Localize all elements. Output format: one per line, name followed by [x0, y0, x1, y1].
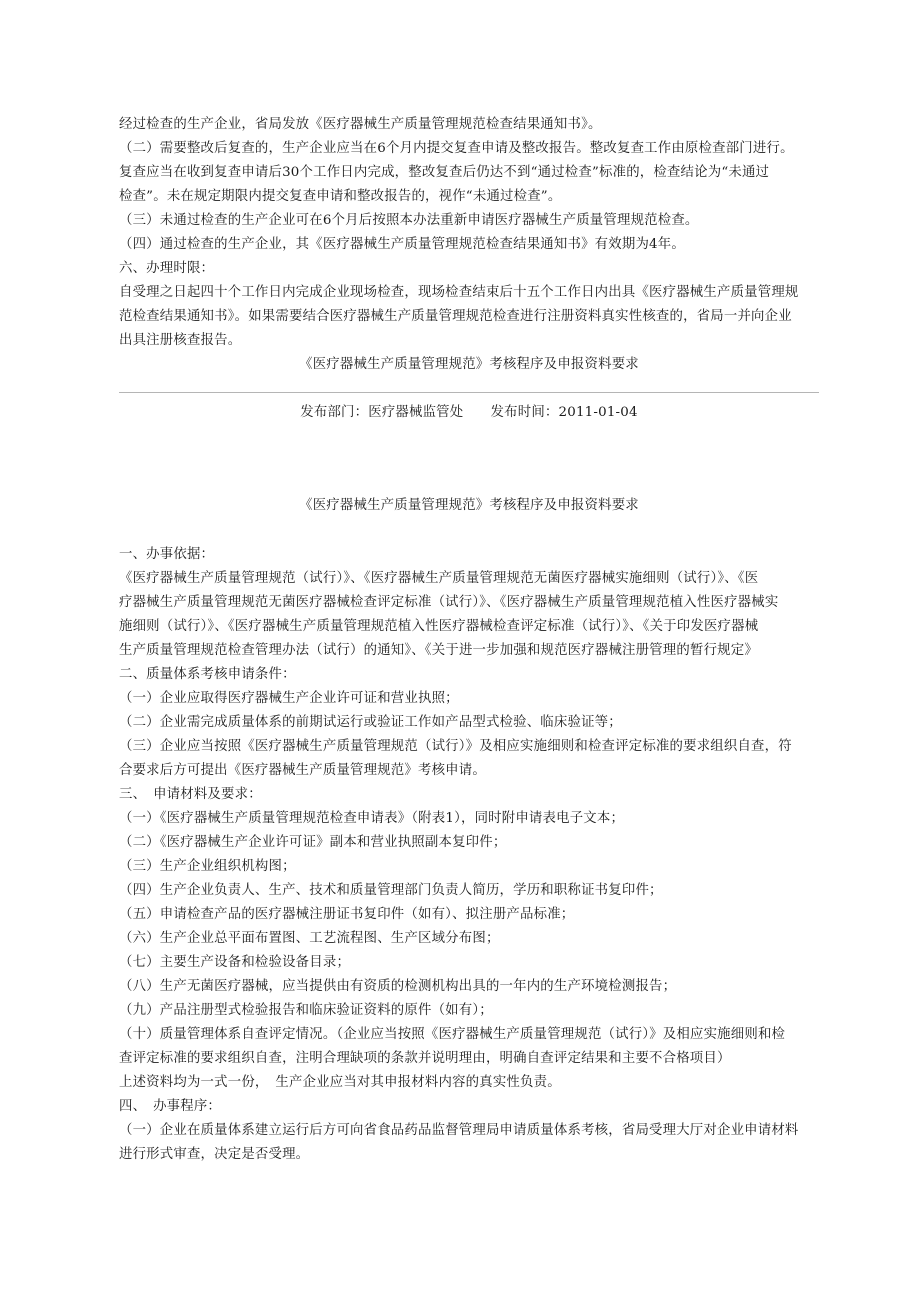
list-item: （一）企业在质量体系建立运行后方可向省食品药品监督管理局申请质量体系考核，省局受理大厅对企业申请材料	[119, 1123, 799, 1138]
header-divider	[119, 392, 819, 393]
section-heading: 四、 办事程序：	[119, 1099, 222, 1114]
list-item: （三）企业应当按照《医疗器械生产质量管理规范（试行）》及相应实施细则和检查评定标准的要求组织自查，符	[119, 739, 792, 754]
paragraph-line: 《医疗器械生产质量管理规范（试行）》、《医疗器械生产质量管理规范无菌医疗器械实施细则（试行）》、《医	[119, 571, 759, 586]
section-heading: 三、 申请材料及要求：	[119, 787, 262, 802]
list-item: （五）申请检查产品的医疗器械注册证书复印件（如有）、拟注册产品标准；	[119, 907, 575, 922]
list-item: （二）企业需完成质量体系的前期试运行或验证工作如产品型式检验、临床验证等；	[119, 715, 622, 730]
list-item: （七）主要生产设备和检验设备目录；	[119, 955, 351, 970]
paragraph-line: 生产质量管理规范检查管理办法（试行）的通知》、《关于进一步加强和规范医疗器械注册管理的暂行规定》	[119, 643, 758, 658]
paragraph-line: 上述资料均为一式一份， 生产企业应当对其申报材料内容的真实性负责。	[119, 1075, 561, 1090]
paragraph-line: 出具注册核查报告。	[119, 333, 242, 348]
list-item: （八）生产无菌医疗器械，应当提供由有资质的检测机构出具的一年内的生产环境检测报告；	[119, 979, 677, 994]
list-item: （九）产品注册型式检验报告和临床验证资料的原件（如有）；	[119, 1003, 493, 1018]
article-title: 《医疗器械生产质量管理规范》考核程序及申报资料要求	[299, 498, 639, 513]
paragraph-line: （四）通过检查的生产企业，其《医疗器械生产质量管理规范检查结果通知书》有效期为4年。	[119, 237, 685, 252]
section-heading: 二、质量体系考核申请条件：	[119, 667, 296, 682]
section-heading: 一、办事依据：	[119, 547, 215, 562]
list-item: （六）生产企业总平面布置图、工艺流程图、生产区域分布图；	[119, 931, 500, 946]
paragraph-line: 检查”。未在规定期限内提交复查申请和整改报告的，视作“未通过检查”。	[119, 189, 562, 204]
list-item: （十）质量管理体系自查评定情况。（企业应当按照《医疗器械生产质量管理规范（试行）》及相应实施细则和检	[119, 1027, 786, 1042]
publish-info: 发布部门：医疗器械监管处 发布时间：2011-01-04	[300, 405, 638, 420]
article-header-title: 《医疗器械生产质量管理规范》考核程序及申报资料要求	[299, 357, 639, 372]
paragraph-line: 复查应当在收到复查申请后30个工作日内完成，整改复查后仍达不到“通过检查”标准的，检查结论为“未通过	[119, 165, 770, 180]
list-item: （三）生产企业组织机构图；	[119, 859, 296, 874]
paragraph-line: 疗器械生产质量管理规范无菌医疗器械检查评定标准（试行）》、《医疗器械生产质量管理规范植入性医疗器械实	[119, 595, 779, 610]
list-item: （一）企业应取得医疗器械生产企业许可证和营业执照；	[119, 691, 459, 706]
paragraph-line: （三）未通过检查的生产企业可在6个月后按照本办法重新申请医疗器械生产质量管理规范检查。	[119, 213, 699, 228]
paragraph-line: 合要求后方可提出《医疗器械生产质量管理规范》考核申请。	[119, 763, 486, 778]
section-heading: 六、办理时限：	[119, 261, 215, 276]
list-item: （二）《医疗器械生产企业许可证》副本和营业执照副本复印件；	[119, 835, 507, 850]
paragraph-line: 进行形式审查，决定是否受理。	[119, 1147, 310, 1162]
list-item: （一）《医疗器械生产质量管理规范检查申请表》（附表1），同时附申请表电子文本；	[119, 811, 625, 826]
paragraph-line: 施细则（试行）》、《医疗器械生产质量管理规范植入性医疗器械检查评定标准（试行）》、《关于印发医疗器械	[119, 619, 759, 634]
paragraph-line: 经过检查的生产企业，省局发放《医疗器械生产质量管理规范检查结果通知书》。	[119, 117, 602, 132]
paragraph-line: 自受理之日起四十个工作日内完成企业现场检查，现场检查结束后十五个工作日内出具《医疗器械生产质量管理规	[119, 285, 799, 300]
paragraph-line: 范检查结果通知书》。如果需要结合医疗器械生产质量管理规范检查进行注册资料真实性核查的，省局一并向企业	[119, 309, 792, 324]
paragraph-line: （二）需要整改后复查的，生产企业应当在6个月内提交复查申请及整改报告。整改复查工作由原检查部门进行。	[119, 141, 794, 156]
list-item: （四）生产企业负责人、生产、技术和质量管理部门负责人简历，学历和职称证书复印件；	[119, 883, 663, 898]
paragraph-line: 查评定标准的要求组织自查，注明合理缺项的条款并说明理由，明确自查评定结果和主要不合格项目）	[119, 1051, 731, 1066]
